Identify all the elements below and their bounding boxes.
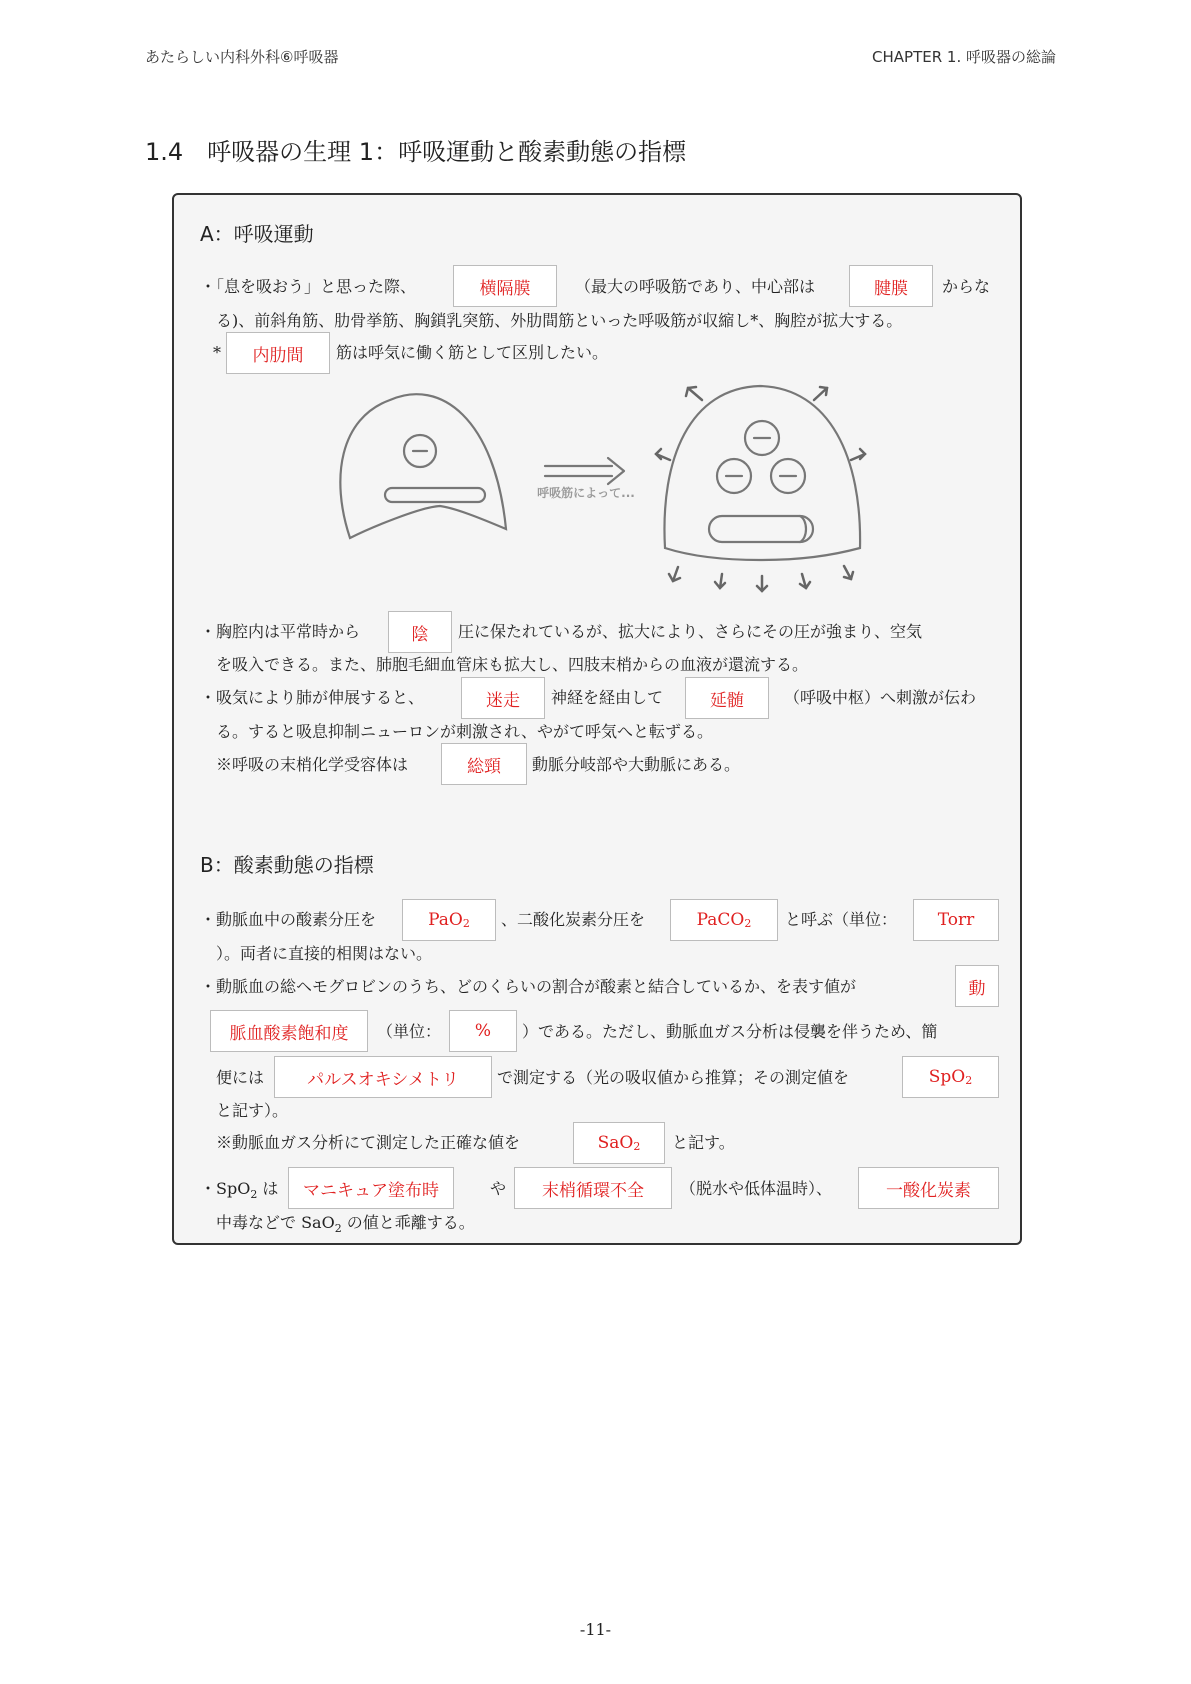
text: （呼吸中枢）へ刺激が伝わ: [784, 688, 977, 707]
section-title: 1.4 呼吸器の生理 1：呼吸運動と酸素動態の指標: [145, 138, 687, 166]
diagram-arrow-label: 呼吸筋によって...: [537, 486, 635, 500]
answer-box[interactable]: マニキュア塗布時: [288, 1167, 454, 1209]
text: と記す。: [672, 1133, 735, 1152]
answer-box[interactable]: 一酸化炭素: [858, 1167, 999, 1209]
text: 便には: [216, 1068, 265, 1087]
text: 、二酸化炭素分圧を: [501, 910, 646, 929]
answer-box[interactable]: パルスオキシメトリ: [274, 1056, 492, 1098]
diaphragm-icon: [709, 516, 813, 542]
text: と呼ぶ（単位：: [785, 910, 898, 929]
answer-box[interactable]: 末梢循環不全: [514, 1167, 672, 1209]
page-number: -11-: [579, 1620, 612, 1639]
diaphragm-icon: [385, 488, 485, 502]
answer-box[interactable]: 総頸: [441, 743, 527, 785]
answer-box[interactable]: 延髄: [685, 677, 769, 719]
text: を吸入できる。また、肺胞毛細血管床も拡大し、四肢末梢からの血液が還流する。: [216, 655, 809, 674]
text: る。すると吸息抑制ニューロンが刺激され、やがて呼気へと転ずる。: [216, 722, 713, 741]
text: ※呼吸の末梢化学受容体は: [216, 755, 409, 774]
answer-box[interactable]: Torr: [913, 899, 999, 941]
text: （最大の呼吸筋であり、中心部は: [575, 277, 816, 296]
answer-box[interactable]: 内肋間: [226, 332, 330, 374]
answer-box[interactable]: 動: [955, 965, 999, 1007]
text: 圧に保たれているが、拡大により、さらにその圧が強まり、空気: [458, 622, 923, 641]
subsection-b-title: B：酸素動態の指標: [200, 853, 374, 877]
text: る)、前斜角筋、肋骨挙筋、胸鎖乳突筋、外肋間筋といった呼吸筋が収縮し*、胸腔が拡大する。: [216, 311, 903, 330]
answer-box[interactable]: 脈血酸素飽和度: [210, 1010, 368, 1052]
text: と記す）。: [216, 1101, 289, 1120]
thorax-after-icon: [664, 386, 860, 560]
text: 筋は呼気に働く筋として区別したい。: [336, 343, 609, 362]
text: ）である。ただし、動脈血ガス分析は侵襲を伴うため、簡: [522, 1022, 938, 1041]
answer-box[interactable]: 腱膜: [849, 265, 933, 307]
text: 中毒などで SaO$_2$ の値と乖離する。: [216, 1213, 475, 1236]
text: （脱水や低体温時）、: [680, 1179, 833, 1198]
answer-box[interactable]: SaO $_2$: [573, 1122, 665, 1164]
answer-box[interactable]: 陰: [388, 611, 452, 653]
text: で測定する（光の吸収値から推算；その測定値を: [497, 1068, 850, 1087]
text: ・吸気により肺が伸展すると、: [200, 688, 425, 707]
breathing-diagram: [330, 378, 900, 598]
right-arrow-icon: [545, 458, 624, 484]
text: や: [490, 1179, 507, 1198]
text: ・SpO$_2$ は: [200, 1179, 279, 1202]
text: ・動脈血の総ヘモグロビンのうち、どのくらいの割合が酸素と結合しているか、を表す値が: [200, 977, 857, 996]
text: ・動脈血中の酸素分圧を: [200, 910, 377, 929]
answer-box[interactable]: PaO $_2$: [402, 899, 496, 941]
answer-box[interactable]: %: [449, 1010, 517, 1052]
answer-box[interactable]: PaCO $_2$: [670, 899, 778, 941]
subsection-a-title: A：呼吸運動: [200, 222, 314, 246]
answer-box[interactable]: 横隔膜: [453, 265, 557, 307]
text: 動脈分岐部や大動脈にある。: [532, 755, 741, 774]
text: ・胸腔内は平常時から: [200, 622, 361, 641]
answer-box[interactable]: SpO $_2$: [902, 1056, 999, 1098]
header-book-title: あたらしい内科外科⑥呼吸器: [145, 48, 339, 66]
answer-box[interactable]: 迷走: [461, 677, 545, 719]
text: からな: [942, 277, 991, 296]
text: ）。両者に直接的相関はない。: [216, 944, 433, 963]
text: ・「息を吸おう」と思った際、: [200, 277, 417, 296]
text: （単位：: [377, 1022, 442, 1041]
text: ※動脈血ガス分析にて測定した正確な値を: [216, 1133, 521, 1152]
text: *: [213, 343, 221, 362]
header-chapter: CHAPTER 1. 呼吸器の総論: [872, 48, 1056, 66]
text: 神経を経由して: [551, 688, 664, 707]
